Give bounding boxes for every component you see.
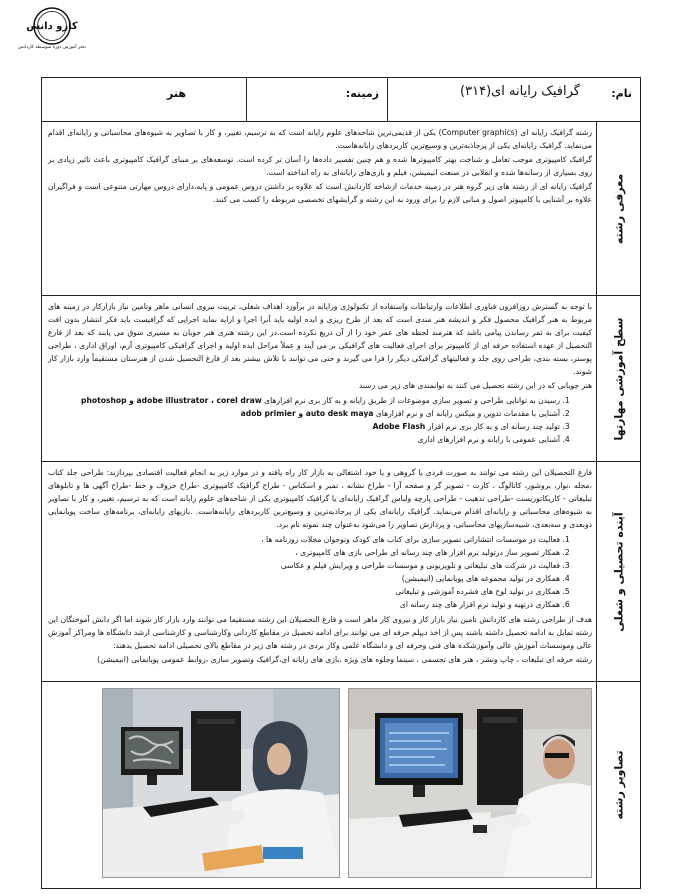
list-item: 6. همکاری درتهیه و تولید نرم افزار های چند رسانه ای [48,598,560,611]
future-title: آینده تحصیلی و شغلی [612,511,625,632]
intro-title: معرفی رشته [612,173,625,244]
level-list [48,394,574,446]
photos-area [102,688,592,878]
logo-brand: کارو دانش [26,21,78,32]
karodanesh-logo [14,6,90,50]
photos-title-cell [596,682,640,888]
level-title: سطح آموزشی مهارتها [612,317,625,440]
future-content [42,462,598,681]
future-paragraph-3: رشته حرفه ای تبلیغات ، چاپ ونشر ، هنر های تجسمی ، سینما وجلوه های ویژه ،بازی های رایانه ای،گرافیک وتصویر سازی ،روابط عمومی پویانمایی (انیمیشن) [97,655,592,664]
intro-title-cell [596,122,640,295]
list-item: 2. همکار تصویر ساز درتولید نرم افزار های چند رسانه ای طراحی بازی های کامپیوتری ، [48,546,560,559]
photos-title: تصاویر رشته [612,750,625,820]
level-paragraph-2: هنر جویانی که در این رشته تحصیل می کنند به توانمندی های زیر می رسند [358,381,592,390]
future-row [42,462,640,682]
course-sheet [41,77,641,889]
field-value: هنر [167,87,186,100]
list-item: 1. فعالیت در موسسات انتشاراتی تصویر سازی برای کتاب های کودک ونوجوان مجلات روزنامه ها ، [48,533,560,546]
photos-row [42,682,640,888]
field-label: زمینه: [345,87,379,100]
future-title-cell [596,462,640,681]
name-label: نام: [611,87,632,100]
list-item: 3. تولید چند رسانه ای و به کار بری نرم افزار Adobe Flash [48,420,560,433]
list-item: 4. آشنایی عمومی با رایانه و نرم افزارهای اداری [48,433,560,446]
intro-paragraph-2: گرافیک کامپیوتری موجب تعامل و شناخت بهتر کامپیوترها شده و هم چنین تفسیر داده‌ها را آسان تر کرده است. توسعه‌های بر مبنای گرافیک کامپیوتری باعث تاثیر زیادی بر روی بسیاری از رسانه‌ها شده و انقلابی در صنعت انیمیشن، فیلم و بازی‌های رایانه‌ای به راه انداخته است. [48,155,592,177]
photo-male-student [348,688,592,878]
list-item: 4. همکاری در تولید مجموعه های پویانمایی (انیمیشن) [48,572,560,585]
list-item: 3. فعالیت در شرکت های تبلیغاتی و تلویزیونی و موسسات طراحی و ویرایش فیلم و عکاسی [48,559,560,572]
intro-paragraph-1: رشته گرافیک رایانه ای (Computer graphics) یکی از قدیمی‌ترین شاخه‌های علوم رایانه است که به ترسیم، تغییر، و کار با تصاویر به شیوه‌های محاسباتی و رایانه‌ای اقدام می‌نماید. گرافیک رایانه‌ای یکی از پرجاذبه‌ترین و وسیع‌ترین کاربردهای رایانه‌هاست. [48,128,592,150]
level-row [42,296,640,462]
intro-content [42,122,598,295]
header-row [42,78,640,122]
photo-female-student [102,688,340,878]
field-label-cell [246,78,387,121]
name-cell [387,78,640,121]
level-paragraph-1: با توجه به گسترش روزافزون فناوری اطلاعات وارتباطات واستفاده از تکنولوژی ورایانه در برآورد اهداف شغلی، تربیت نیروی انسانی ماهر وتامین نیاز بازارکار در زمینه های مربوط به هنر گرافیک محصول فکر و اندیشه هنر مندی است که بعد از طرح ریزی و ایده اولیه باید آنرا اجرا و ارایه نماید اجرایی که گرافیست باید فکر انتشار بدون افت کیفیت برای به ثمر رساندن پیامی باشد که هنرمند لحظه های عمر خود را از آن دریغ نکرده است.در این رشته هنری هنر جویان به مسیری سوق می یابند که بعد از فارغ التحصیل از عهده استفاده حرفه ای از کامپیوتر برای اجرای فعالیت های گرافیکی بر می آیند و عملاً مراحل ایده اولیه و اجرای گرافیکی کامپیوتری آرم، اوراق اداری ، طراحی پوستر، بسته بندی، طراحی روی جلد و فعالیتهای گرافیکی دیگر را فرا می گیرند و حتی می توانند با تلاش بیشتر بعد از فارغ التحصیل شدن از هنرستان مستقیماً وارد بازار کار شوند. [48,302,592,376]
name-value: گرافیک رایانه ای(۳۱۴) [460,84,580,99]
intro-paragraph-3: گرافیک رایانه ای از رشته های زیر گروه هنر در زمینه خدمات ازشاخه کاردانش است که علاوه بر داشتن دروس عمومی و پایه،دارای دروس مهارتی متنوعی است و فراگیران علاوه بر آشنایی با کامپیوتر اصول و مبانی لازم را برای ورود به این رشته و گرایشهای تخصصی مربوطه را کسب می کنند. [48,182,592,204]
future-paragraph-1: فارغ التحصیلان این رشته می توانند به صورت فردی یا گروهی و یا خود اشتغالی به بازار کار راه یافته و در موارد زیر به انجام فعالیت اقتصادی بپردازند: طراحی جلد کتاب ،مجله ،نوار، بروشور، کاتالوگ ، کارت - تصویر گر و صفحه آرا - طراح نشانه ، تمبر و اسکناس - طراح گرافیک کامپیوتری -طراح حروف و خط -طراح آگهی ها و تابلوهای تبلیغاتی - کاریکاتوریست -طراحی تذهیب - طراحی پارچه ولباس گرافیک رایانه‌ای یا گرافیک کامپیوتری یکی از شاخه‌های علوم رایانه است که به ترسیم، تغییر، و کار با تصاویر به شیوه‌های محاسباتی و رایانه‌ای اقدام می‌نماید. گرافیک رایانه‌ای یکی از پرجاذبه‌ترین و وسیع‌ترین کاربردهای رایانه‌هاست. .بازیهای رایانه‌ای، برنامه‌های ساخت پویانمایی دوبعدی و سه‌بعدی، شبیه‌سازیهای محاسباتی، و پردازش تصاویر را می‌شود به‌عنوان چند نمونه نام برد. [48,468,592,529]
list-item: 5. همکاری در تولید لوح های فشرده آموزشی و تبلیغاتی [48,585,560,598]
level-content [42,296,598,461]
future-list [48,533,574,611]
future-paragraph-2: هدف از طراحی رشته های کاردانش تامین نیاز بازار کار و نیروی کار ماهر است و فارغ التحصیلان این رشته مستقیما می توانند وارد بازار کار شوند اما اگر دانش آموختگان این رشته تمایل به ادامه تحصیل داشته باشند پس از اخذ دیپلم حرفه ای می توانند برای ادامه تحصیل در مقاطع کاردانی وکارشناسی و کارشناسی ارشد دانشگاه ها ومراکز آموزش عالی وموسسات آموزش عالی وآموزشکده های فنی وحرفه ای و دانشگاه علمی وکار بردی در رشته های زیر در مقاطع بالای تحصیلی ادامه تحصیل بدهند: [48,615,592,650]
field-value-cell [40,78,246,121]
logo-caption: دفتر آموزش دوره متوسطه کاردانش [18,45,86,50]
level-title-cell [596,296,640,461]
list-item: 2. آشنایی با مقدمات تدوین و میکس رایانه ای و نرم افزارهای adob primier و auto desk maya [48,407,560,420]
list-item: 1. رسیدن به توانایی طراحی و تصویر سازی موضوعات از طریق رایانه و به کار بری نرم افزارهای photoshop و adobe illustrator ، corel draw [48,394,560,407]
intro-row [42,122,640,296]
